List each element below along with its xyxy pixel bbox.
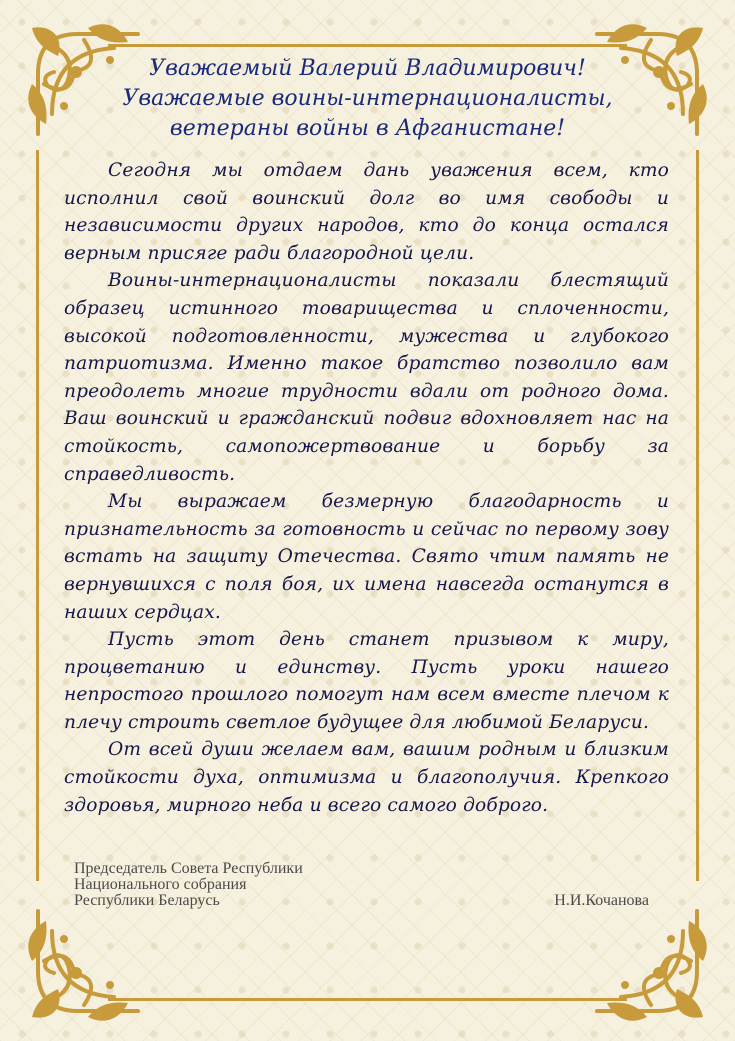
- signatory-title-line-3: Республики Беларусь: [74, 892, 220, 909]
- frame-left-line: [36, 150, 39, 881]
- signatory-title-line-2: Национального собрания: [74, 876, 247, 893]
- body-paragraph-3: Мы выражаем безмерную благодарность и признательность за готовность и сейчас по первому зову встать на защиту Отечества. Свято чтим память не вернувшихся с поля боя, их имена навсегда останутся в наших сердцах.: [64, 491, 669, 623]
- body-paragraph-2: Воины-интернационалисты показали блестящий образец истинного товарищества и сплоченности, высокой подготовленности, мужества и глубокого патриотизма. Именно такое братство позволило вам преодолеть многие трудности вдали от родного дома. Ваш воинский и гражданский подвиг вдохновляет нас на стойкость, самопожертвование и борьбу за справедливость.: [64, 270, 669, 485]
- frame-top-line: [108, 44, 627, 47]
- greeting-line-2: Уважаемые воины-интернационалисты,: [122, 86, 613, 111]
- frame-right-line: [696, 150, 699, 881]
- frame-bottom-line: [108, 998, 627, 1001]
- greeting-line-3: ветераны войны в Афганистане!: [169, 116, 566, 141]
- signature-block: [74, 861, 649, 909]
- body-paragraph-5: От всей души желаем вам, вашим родным и близким стойкости духа, оптимизма и благополучия. Крепкого здоровья, мирного неба и всего самого доброго.: [64, 739, 669, 816]
- letter-body: [64, 157, 669, 819]
- body-paragraph-1: Сегодня мы отдаем дань уважения всем, кто исполнил свой воинский долг во имя свободы и независимости других народов, кто до конца остался верным присяге ради благородной цели.: [64, 160, 669, 264]
- signatory-name: Н.И.Кочанова: [554, 892, 649, 909]
- greeting-heading: [120, 54, 615, 144]
- corner-ornament-icon: [18, 903, 146, 1031]
- body-paragraph-4: Пусть этот день станет призывом к миру, процветанию и единству. Пусть уроки нашего непростого прошлого помогут нам всем вместе плечом к плечу строить светлое будущее для любимой Беларуси.: [64, 629, 669, 733]
- corner-ornament-icon: [589, 903, 717, 1031]
- signatory-title-line-1: Председатель Совета Республики: [74, 860, 303, 877]
- greeting-line-1: Уважаемый Валерий Владимирович!: [149, 56, 586, 81]
